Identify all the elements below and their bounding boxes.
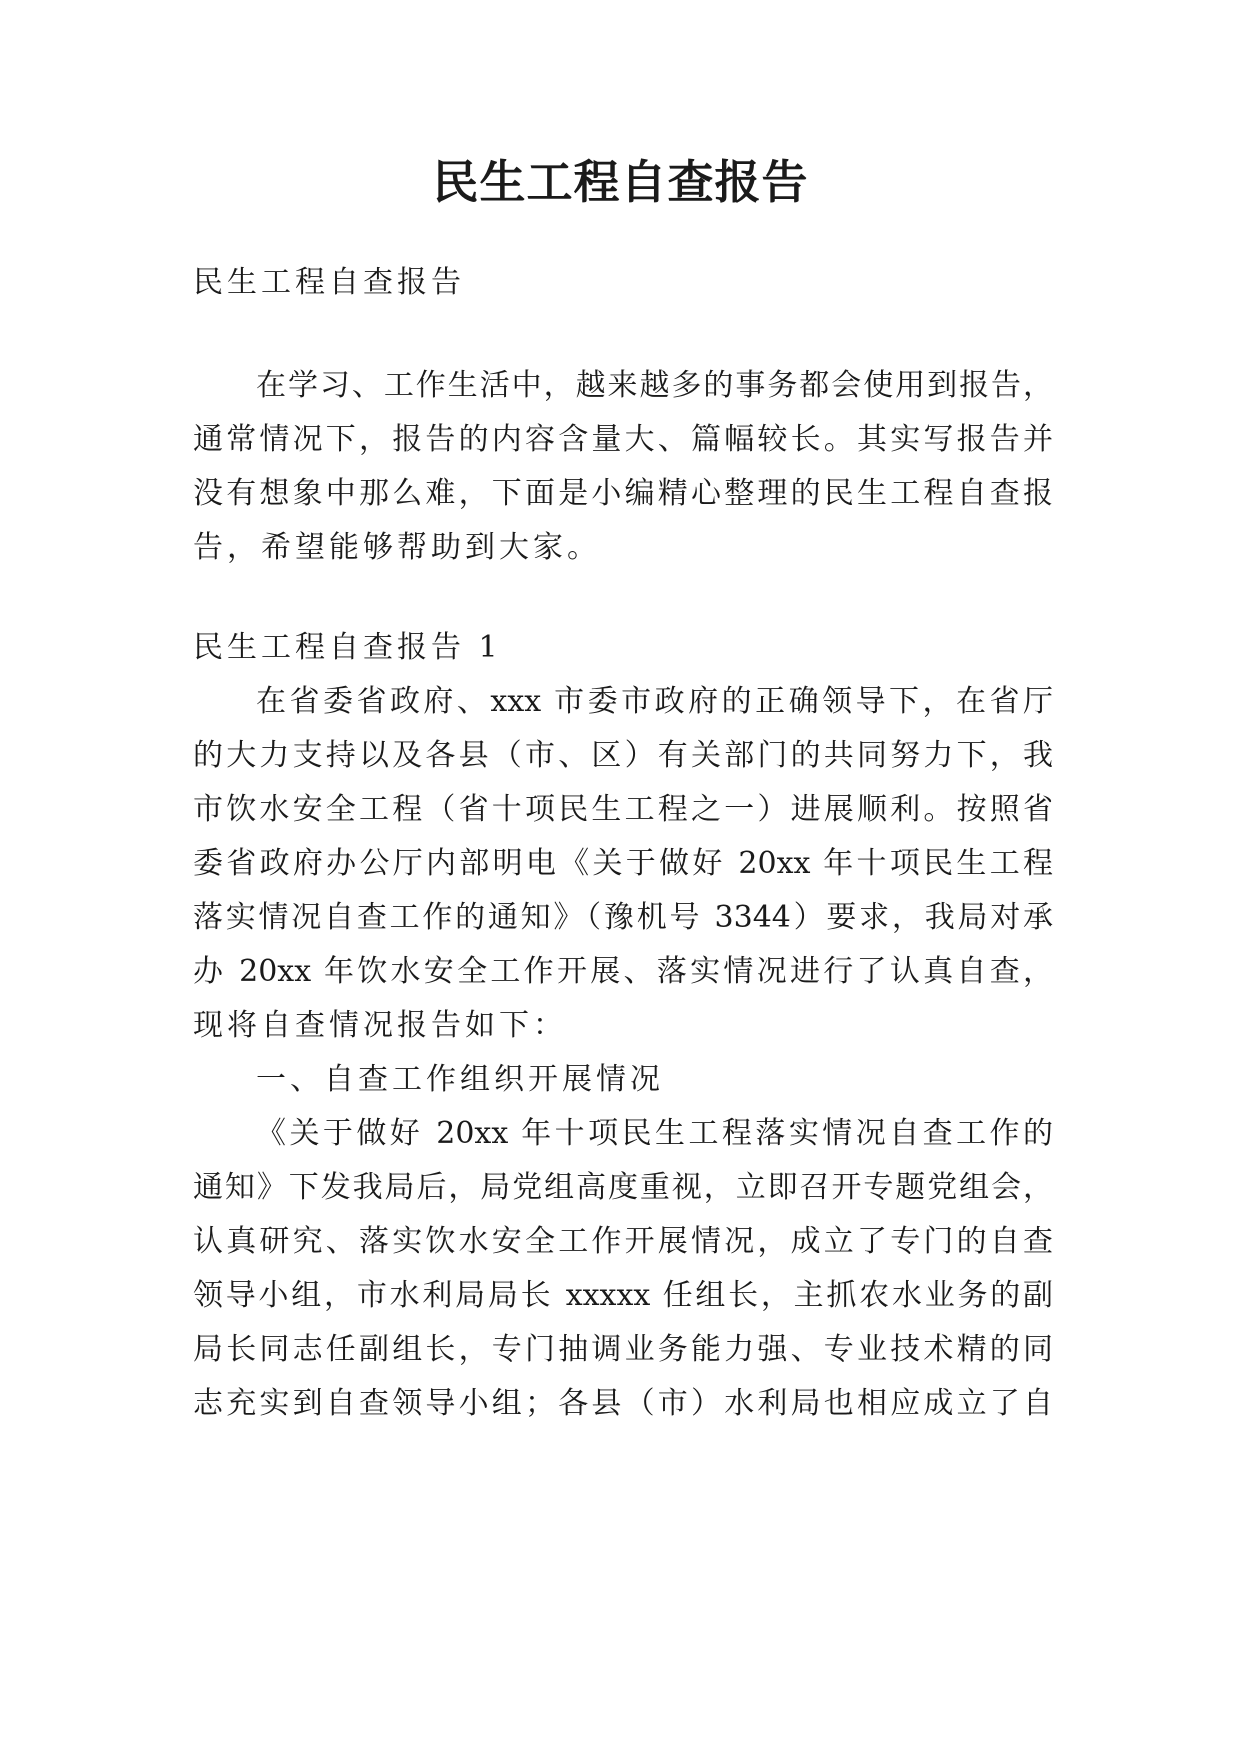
section-line-1: 在省委省政府、xxx 市委市政府的正确领导下，在省厅 [256, 684, 1053, 719]
subsection-line-2: 通知》下发我局后，局党组高度重视，立即召开专题党组会， [193, 1170, 1053, 1205]
intro-line-1: 在学习、工作生活中，越来越多的事务都会使用到报告， [256, 368, 1053, 403]
document-title: 民生工程自查报告 [432, 155, 809, 209]
subsection-heading: 一、自查工作组织开展情况 [256, 1062, 664, 1097]
intro-line-2: 通常情况下，报告的内容含量大、篇幅较长。其实写报告并 [193, 422, 1053, 457]
intro-line-3: 没有想象中那么难，下面是小编精心整理的民生工程自查报 [193, 476, 1053, 511]
section-line-6: 办 20xx 年饮水安全工作开展、落实情况进行了认真自查， [193, 954, 1053, 989]
section-line-3: 市饮水安全工程（省十项民生工程之一）进展顺利。按照省 [193, 792, 1053, 827]
section-line-5: 落实情况自查工作的通知》（豫机号 3344）要求，我局对承 [193, 900, 1053, 935]
subsection-line-4: 领导小组，市水利局局长 xxxxx 任组长，主抓农水业务的副 [193, 1278, 1053, 1313]
section-line-7: 现将自查情况报告如下： [193, 1008, 567, 1043]
subsection-line-3: 认真研究、落实饮水安全工作开展情况，成立了专门的自查 [193, 1224, 1053, 1259]
document-subtitle: 民生工程自查报告 [193, 265, 465, 300]
section-line-2: 的大力支持以及各县（市、区）有关部门的共同努力下，我 [193, 738, 1053, 773]
subsection-line-1: 《关于做好 20xx 年十项民生工程落实情况自查工作的 [256, 1116, 1053, 1151]
section-line-4: 委省政府办公厅内部明电《关于做好 20xx 年十项民生工程 [193, 846, 1053, 881]
subsection-line-6: 志充实到自查领导小组；各县（市）水利局也相应成立了自 [193, 1386, 1053, 1421]
section-heading: 民生工程自查报告 1 [193, 630, 502, 665]
subsection-line-5: 局长同志任副组长，专门抽调业务能力强、专业技术精的同 [193, 1332, 1053, 1367]
intro-line-4: 告，希望能够帮助到大家。 [193, 530, 601, 565]
